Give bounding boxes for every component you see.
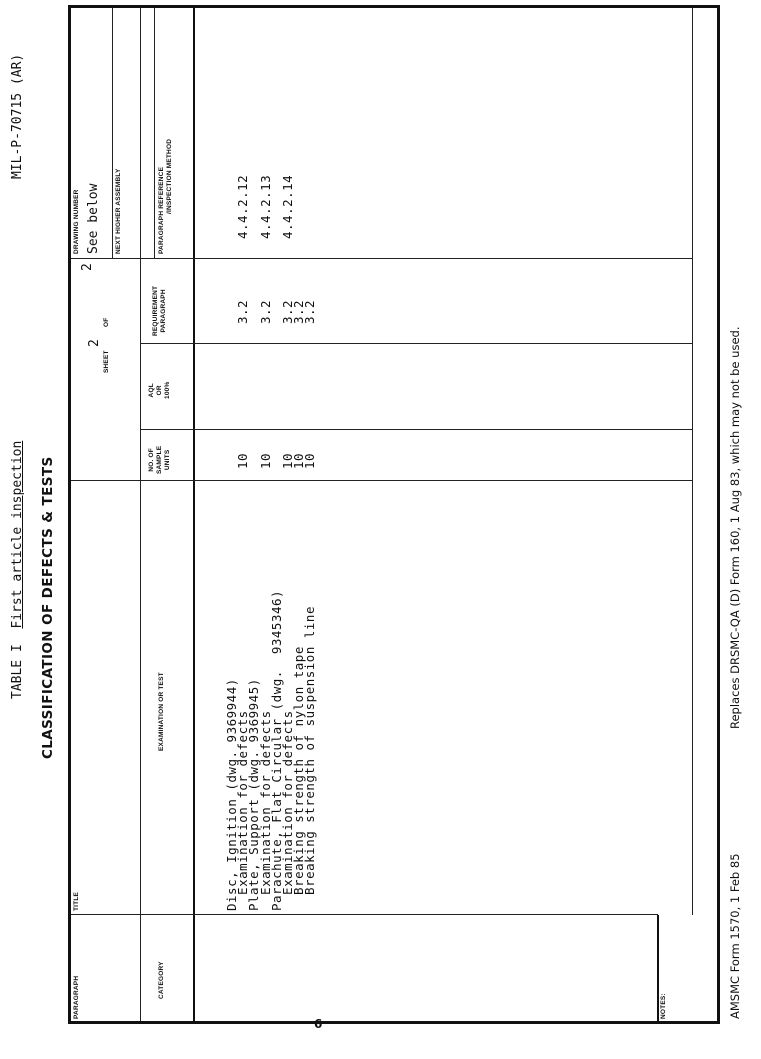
divider: [140, 8, 141, 915]
sheet-number: 2: [87, 339, 102, 347]
spec-id: MIL-P-70715 (AR): [10, 53, 25, 179]
table-heading: [10, 441, 25, 699]
sheet-total: 2: [80, 263, 95, 271]
row-examination: Examination for defects: [257, 710, 273, 911]
row-examination: Breaking strength of suspension line: [302, 606, 318, 911]
row-paragraph-reference: 4.4.2.12: [235, 174, 251, 239]
header-body-divider: [193, 8, 195, 1021]
row-requirement: 3.2: [302, 299, 318, 324]
sheet-label: SHEET: [103, 350, 110, 373]
row-paragraph-reference: 4.4.2.14: [280, 174, 295, 239]
divider: [193, 914, 658, 915]
row-requirement: 3.2: [235, 299, 251, 324]
drawing-number-label: DRAWING NUMBER: [73, 189, 80, 254]
row-requirement: 3.2: [257, 299, 273, 324]
notes-label: NOTES:: [660, 993, 667, 1019]
examination-label: EXAMINATION OR TEST: [158, 672, 165, 751]
of-label: OF: [103, 317, 110, 327]
replaces-notice: Replaces DRSMC-QA (D) Form 160, 1 Aug 83, which may not be used.: [728, 326, 742, 729]
row-sample-units: 10: [291, 452, 307, 469]
row-examination: Disc, Ignition (dwg. 9369944): [224, 678, 239, 911]
row-examination: Examination for defects: [280, 710, 295, 911]
divider: [112, 8, 113, 259]
divider: [657, 915, 659, 1021]
divider: [140, 915, 141, 1021]
row-sample-units: 10: [280, 452, 295, 469]
divider: [140, 429, 693, 430]
row-sample-units: 10: [257, 452, 273, 469]
table-label: TABLE I: [10, 644, 25, 699]
form-id: AMSMC Form 1570, 1 Feb 85: [728, 853, 742, 1019]
row-examination: Parachute, Flat Circular (dwg. 9345346): [268, 589, 284, 911]
category-label: CATEGORY: [158, 961, 165, 999]
paragraph-label: PARAGRAPH: [73, 975, 80, 1019]
title-label: TITLE: [73, 891, 80, 911]
row-sample-units: 10: [302, 452, 318, 469]
row-examination: Examination for defects: [235, 710, 251, 911]
divider: [71, 258, 693, 259]
next-higher-assembly-label: NEXT HIGHER ASSEMBLY: [115, 168, 122, 254]
row-sample-units: 10: [235, 452, 251, 469]
row-paragraph-reference: 4.4.2.13: [257, 174, 273, 239]
requirement-label: REQUIREMENT PARAGRAPH: [152, 285, 167, 336]
row-examination: Plate, Support (dwg. 9369945): [246, 678, 262, 911]
row-examination: Breaking strength of nylon tape: [291, 646, 307, 911]
page-number: 6: [314, 1017, 323, 1031]
divider: [71, 480, 693, 481]
divider: [692, 8, 693, 915]
divider: [71, 914, 193, 915]
drawing-number-value: See below: [86, 183, 101, 254]
divider: [140, 343, 693, 344]
sample-units-label: NO. OF SAMPLE UNITS: [148, 445, 171, 474]
divider: [154, 8, 155, 259]
table-title: First article inspection: [10, 440, 25, 629]
section-title: CLASSIFICATION OF DEFECTS & TESTS: [40, 456, 56, 759]
aql-label: AQL OR 100%: [148, 381, 171, 399]
paragraph-reference-label: PARAGRAPH REFERENCE /INSPECTION METHOD: [158, 138, 173, 254]
row-requirement: 3.2: [291, 299, 307, 324]
row-requirement: 3.2: [280, 299, 295, 324]
